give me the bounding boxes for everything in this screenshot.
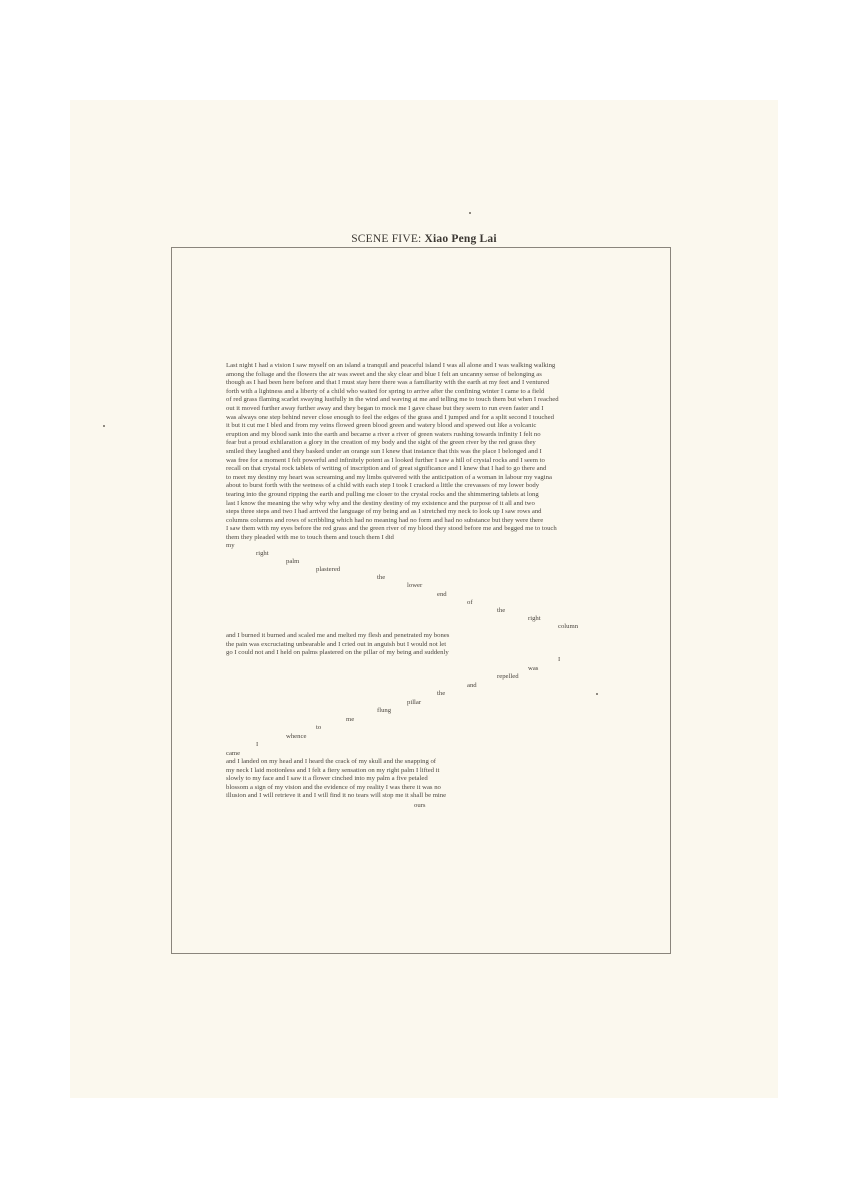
cascade-word: was <box>528 665 539 672</box>
text-line: was free for a moment I felt powerful and infinitely potent as I looked further I saw a hill of crystal rocks and I seem to <box>226 456 545 464</box>
cascade-word: column <box>558 623 579 630</box>
text-line: and I landed on my head and I heard the crack of my skull and the snapping of <box>226 758 437 765</box>
text-line: forth with a lightness and a liberty of a child who waited for spring to arrive after the confining winter I came to a field <box>226 387 545 395</box>
text-line: tearing into the ground ripping the earth and pulling me closer to the crystal rocks and the shimmering tablets at long <box>226 490 539 498</box>
cascade-word: of <box>467 599 473 606</box>
paragraph-landing <box>226 758 626 801</box>
text-line: steps three steps and two I had arrived the language of my being and as I stretched my neck to look up I saw rows and <box>226 508 542 516</box>
cascade-word: whence <box>286 733 307 740</box>
text-line: Last night I had a vision I saw myself on an island a tranquil and peaceful island I was all alone and I was walking walking <box>226 362 556 369</box>
text-line: it but it cut me I bled and from my veins flowed green blood green and watery blood and spewed out like a volcanic <box>226 422 537 430</box>
cascade-word: repelled <box>497 673 519 680</box>
cascade-word: the <box>437 690 446 697</box>
cascade-word: right <box>528 615 541 622</box>
cascade-word: the <box>377 574 386 581</box>
text-line: though as I had been here before and that I must stay here there was a familiarity with the earth at my feet and I ventured <box>226 379 550 387</box>
text-line: columns columns and rows of scribbling which had no meaning had no form and had no substance but they were there <box>226 516 544 524</box>
cascade-word: I <box>256 741 259 748</box>
title-prefix: SCENE FIVE: <box>351 233 422 245</box>
paper-speck <box>596 693 598 695</box>
text-line: my neck I laid motionless and I felt a fiery sensation on my right palm I lifted it <box>226 766 440 774</box>
text-line: out it moved further away further away and they began to mock me I gave chase but they seem to run even faster and I <box>226 404 544 412</box>
cascade-word: lower <box>407 582 423 589</box>
cascade-word: right <box>256 550 269 557</box>
paragraph-vision <box>226 362 626 542</box>
text-line: go I could not and I held on palms plastered on the pillar of my being and suddenly <box>226 649 449 657</box>
cascade-word: the <box>497 607 506 614</box>
paper-speck <box>469 212 471 214</box>
cascade-word: plastered <box>316 566 341 573</box>
text-line: to meet my destiny my heart was screaming and my limbs quivered with the anticipation of a woman in labour my vagina <box>226 473 552 481</box>
text-line: eruption and my blood sank into the earth and became a river a river of green waters rushing towards infinity I felt no <box>226 430 541 438</box>
text-line: last I know the meaning the why why why and the destiny destiny of my existence and the purpose of it all and two <box>226 499 535 507</box>
cascade-word: my <box>226 542 235 549</box>
closing-word: ours <box>414 802 426 809</box>
paper-speck <box>103 425 105 427</box>
text-line: illusion and I will retrieve it and I will find it no tears will stop me it shall be mine <box>226 792 447 800</box>
cascade-word: came <box>226 750 241 757</box>
text-frame <box>171 247 671 954</box>
cascade-word: and <box>467 682 477 689</box>
cascade-word: palm <box>286 558 300 565</box>
text-line: among the foliage and the flowers the air was sweet and the sky clear and blue I felt an uncanny sense of belonging as <box>226 370 542 378</box>
text-line: I saw them with my eyes before the red grass and the green river of my blood they stood before me and begged me to touch <box>226 525 557 533</box>
text-line: of red grass flaming scarlet swaying lustfully in the wind and waving at me and telling me to touch them but when I reached <box>226 396 559 404</box>
text-line: was always one step behind never close enough to feel the edges of the grass and I jumped and for a split second I touched <box>226 413 554 421</box>
title-name: Xiao Peng Lai <box>424 233 497 245</box>
cascade-word: end <box>437 591 447 598</box>
paragraph-burn <box>226 632 626 658</box>
text-line: the pain was excruciating unbearable and I cried out in anguish but I would not let <box>226 640 447 648</box>
page-title <box>0 233 848 245</box>
cascade-word: I <box>558 656 561 663</box>
cascade-word: to <box>316 724 322 731</box>
text-line: fear but a proud exhilaration a glory in the creation of my body and the sight of the green river by the red grass they <box>226 439 536 447</box>
text-line: smiled they laughed and they basked under an orange sun I knew that instance that this was the place I belonged and I <box>226 447 542 455</box>
text-line: them they pleaded with me to touch them and touch them I did <box>226 533 394 541</box>
cascade-word: me <box>346 716 355 723</box>
cascade-word: pillar <box>407 699 422 706</box>
cascade-word: flung <box>377 707 392 714</box>
text-line: slowly to my face and I saw it a flower cinched into my palm a five petaled <box>226 775 428 783</box>
text-line: about to burst forth with the wetness of a child with each step I took I cracked a little the crevasses of my lower body <box>226 482 540 490</box>
text-line: and I burned it burned and scaled me and melted my flesh and penetrated my bones <box>226 632 450 639</box>
text-line: recall on that crystal rock tablets of writing of inscription and of great significance and I knew that I had to go there and <box>226 465 547 473</box>
text-line: blossom a sign of my vision and the evidence of my reality I was there it was no <box>226 783 441 791</box>
